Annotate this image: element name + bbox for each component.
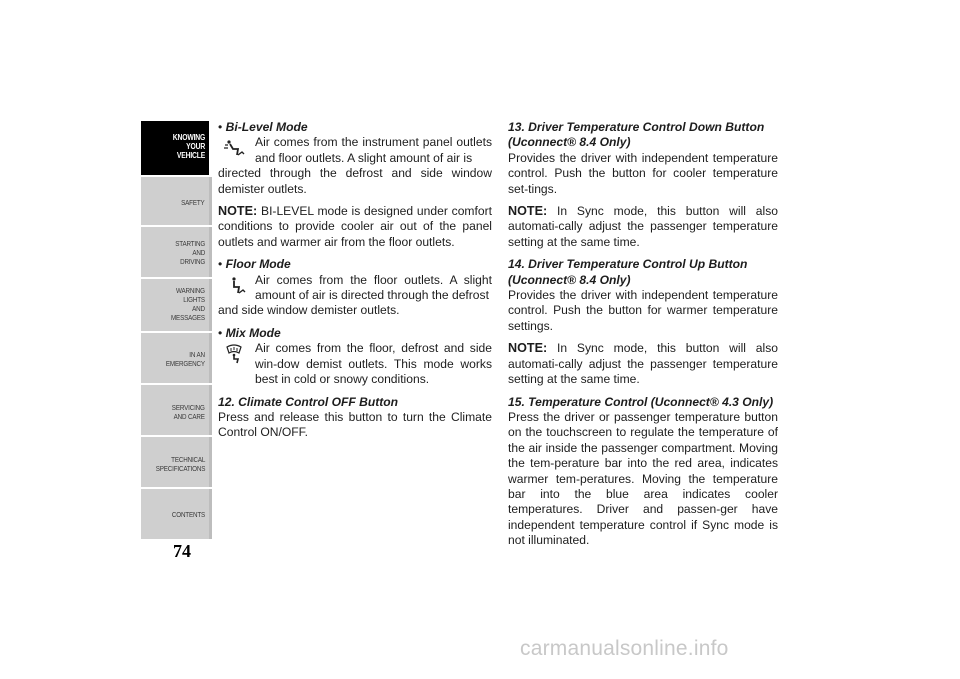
tab-knowing-your-vehicle[interactable] bbox=[141, 121, 209, 177]
mix-heading: • Mix Mode bbox=[218, 325, 281, 340]
tab-label: TECHNICAL SPECIFICATIONS bbox=[155, 455, 205, 473]
note-bi-level: NOTE: BI-LEVEL mode is designed under comfort conditions to provide cooler air out of the panel outlets and warmer air from the floor outlets. bbox=[218, 204, 492, 249]
left-column bbox=[218, 120, 492, 441]
tab-label: SERVICING AND CARE bbox=[172, 403, 205, 421]
section-13-heading: 13. Driver Temperature Control Down Button bbox=[508, 120, 765, 134]
tab-servicing-and-care[interactable] bbox=[141, 385, 209, 437]
section-13-subheading: (Uconnect® 8.4 Only) bbox=[508, 135, 631, 150]
bi-level-mode-icon bbox=[224, 138, 246, 158]
section-14-text: Provides the driver with independent temperature control. Push the button for warmer temperature settings. bbox=[508, 288, 778, 333]
tab-edge bbox=[209, 489, 212, 539]
tab-edge bbox=[209, 177, 212, 225]
floor-heading: • Floor Mode bbox=[218, 257, 291, 272]
tab-edge bbox=[209, 227, 212, 277]
bi-level-text-rest: directed through the defrost and side window demister outlets. bbox=[218, 166, 492, 196]
watermark: carmanualsonline.info bbox=[520, 637, 729, 660]
tab-edge bbox=[209, 279, 212, 331]
mix-mode-icon bbox=[224, 344, 246, 364]
tab-in-an-emergency[interactable] bbox=[141, 333, 209, 385]
page-number: 74 bbox=[173, 541, 191, 561]
tab-label: IN AN EMERGENCY bbox=[166, 350, 205, 368]
bi-level-text: Air comes from the instrument panel outlets and floor outlets. A slight amount of air is bbox=[255, 135, 492, 165]
tab-label: KNOWING YOUR VEHICLE bbox=[172, 133, 205, 160]
tab-label: CONTENTS bbox=[171, 510, 205, 519]
mix-block bbox=[218, 341, 492, 387]
tab-starting-and-driving[interactable] bbox=[141, 227, 209, 279]
tab-warning-lights-and-messages[interactable] bbox=[141, 279, 209, 333]
section-13-text: Provides the driver with independent temperature control. Push the button for cooler temperature set-tings. bbox=[508, 150, 778, 196]
section-14-heading: 14. Driver Temperature Control Up Button bbox=[508, 257, 748, 272]
section-14-subheading: (Uconnect® 8.4 Only) bbox=[508, 272, 631, 287]
section-14-note: NOTE: In Sync mode, this button will also automati-cally adjust the passenger temperature setting at the same time. bbox=[508, 341, 778, 387]
section-12-heading: 12. Climate Control OFF Button bbox=[218, 394, 399, 409]
tab-technical-specifications[interactable] bbox=[141, 437, 209, 489]
tab-label: STARTING AND DRIVING bbox=[175, 239, 205, 266]
tab-label: SAFETY bbox=[181, 198, 205, 207]
tab-contents[interactable] bbox=[141, 489, 209, 541]
bi-level-heading: • Bi-Level Mode bbox=[218, 120, 308, 134]
floor-block bbox=[218, 273, 492, 304]
section-15-heading: 15. Temperature Control (Uconnect® 4.3 Only) bbox=[508, 394, 774, 409]
right-column bbox=[508, 120, 778, 549]
tab-edge bbox=[209, 385, 212, 435]
section-12-text: Press and release this button to turn the Climate Control ON/OFF. bbox=[218, 409, 492, 440]
bi-level-block bbox=[218, 135, 492, 166]
floor-text: Air comes from the floor outlets. A slight amount of air is directed through the defrost bbox=[255, 272, 492, 303]
tab-label: WARNING LIGHTS AND MESSAGES bbox=[171, 286, 205, 322]
mix-text: Air comes from the floor, defrost and side win-dow demist outlets. This mode works best in cold or snowy conditions. bbox=[255, 341, 492, 387]
floor-text-rest: and side window demister outlets. bbox=[218, 303, 400, 318]
chapter-sidebar bbox=[141, 121, 209, 541]
tab-edge bbox=[209, 333, 212, 383]
floor-mode-icon bbox=[224, 276, 246, 296]
tab-safety[interactable] bbox=[141, 177, 209, 227]
section-13-note: NOTE: In Sync mode, this button will also automati-cally adjust the passenger temperature setting at the same time. bbox=[508, 204, 778, 249]
tab-edge bbox=[209, 437, 212, 487]
section-15-text: Press the driver or passenger temperature button on the touchscreen to regulate the temperature of the air inside the passenger compartment. Moving the tem-perature bar into the red area, indicates warmer tem-peratures. Moving the temperature bar into the blue area indicates cooler temperatures. Driver and passen-ger have independent temperature control if Sync mode is not illuminated. bbox=[508, 409, 778, 548]
